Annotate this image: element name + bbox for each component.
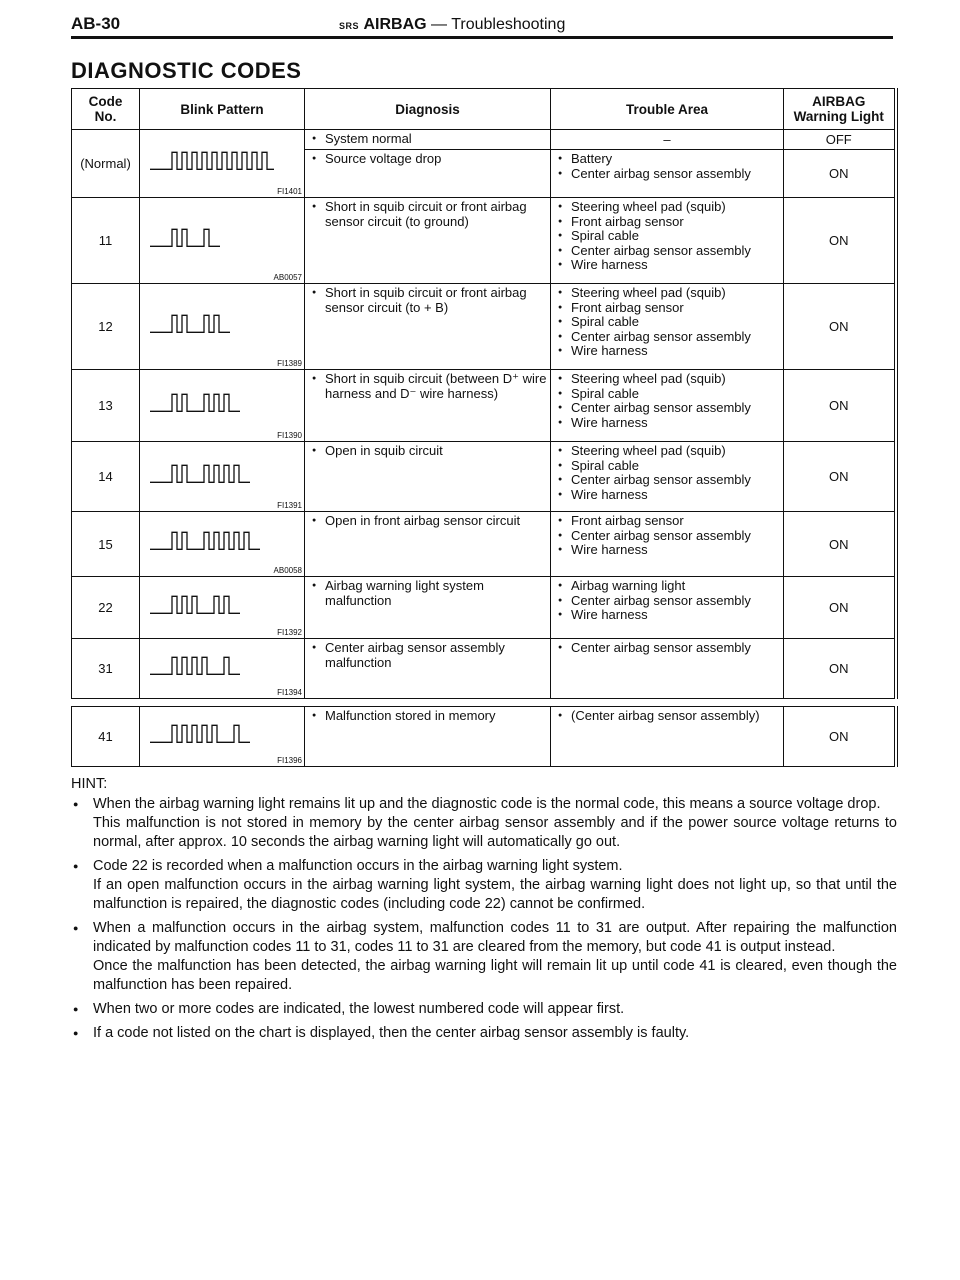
trouble-area-cell — [551, 707, 784, 767]
list-item: ● Airbag warning light — [555, 579, 781, 594]
hint-item — [71, 1000, 897, 1019]
pulse-waveform — [150, 152, 274, 169]
blink-pattern-code — [148, 461, 274, 489]
section-subtitle: — Troubleshooting — [431, 16, 566, 33]
trouble-area-cell — [551, 150, 784, 198]
list-item: ● Center airbag sensor assembly — [555, 330, 781, 345]
blink-pattern-code — [148, 528, 274, 556]
diagnosis-cell — [305, 512, 551, 577]
warning-light-cell: ON — [784, 512, 896, 577]
code-cell: 11 — [72, 198, 140, 284]
diagnosis-cell — [305, 707, 551, 767]
trouble-area-cell — [551, 639, 784, 699]
hint-paragraph: ● Code 22 is recorded when a malfunction occurs in the airbag warning light system. — [93, 858, 623, 874]
hint-paragraph: ● If a code not listed on the chart is displayed, then the center airbag sensor assembly is faulty. — [93, 1025, 690, 1041]
figure-number: AB0058 — [273, 566, 302, 575]
trouble-area-cell — [551, 198, 784, 284]
warning-light-cell: ON — [784, 150, 896, 198]
diagnosis-cell — [305, 639, 551, 699]
figure-number: FI1394 — [277, 688, 302, 697]
warning-light-cell: ON — [784, 198, 896, 284]
code-cell: (Normal) — [72, 130, 140, 198]
hint-paragraph: If an open malfunction occurs in the airbag warning light system, the airbag warning light does not light up, so that until the malfunction is repaired, the diagnostic codes (including code 22) cannot be confirmed. — [93, 877, 897, 912]
table-row — [72, 130, 896, 150]
blink-pattern-cell — [140, 130, 305, 198]
trouble-area-cell — [551, 512, 784, 577]
hint-list — [71, 795, 897, 1043]
blink-pattern-cell — [140, 442, 305, 512]
list-item: ● Short in squib circuit (between D⁺ wire harness and D⁻ wire harness) — [309, 372, 548, 401]
hint-item — [71, 857, 897, 914]
list-item: ● Spiral cable — [555, 229, 781, 244]
figure-number: FI1391 — [277, 501, 302, 510]
warning-light-cell: ON — [784, 639, 896, 699]
hint-item — [71, 919, 897, 995]
hint-paragraph: This malfunction is not stored in memory by the center airbag sensor assembly and if the power source voltage returns to normal, after approx. 10 seconds the airbag warning light will automatically go out. — [93, 815, 897, 850]
running-title — [339, 16, 565, 34]
blink-pattern-cell — [140, 284, 305, 370]
blink-pattern-code — [148, 311, 274, 339]
table-row — [72, 284, 896, 370]
table-row — [72, 198, 896, 284]
list-item: ● Front airbag sensor — [555, 301, 781, 316]
table-header-row — [72, 89, 896, 130]
figure-number: FI1390 — [277, 431, 302, 440]
blink-pattern-cell — [140, 577, 305, 639]
page-header — [71, 10, 893, 39]
table-gap-cell — [72, 699, 896, 707]
list-item: ● Open in squib circuit — [309, 444, 548, 459]
warning-light-cell: ON — [784, 370, 896, 442]
list-item: ● Center airbag sensor assembly — [555, 594, 781, 609]
list-item: ● Short in squib circuit or front airbag sensor circuit (to ground) — [309, 200, 548, 229]
hint-paragraph: ● When a malfunction occurs in the airbag system, malfunction codes 11 to 31 are output. After repairing the malfunction indicated by malfunction codes 11 to 31, codes 11 to 31 are cleared from the memory, but code 41 is output instead. — [93, 920, 897, 955]
table-row — [72, 639, 896, 699]
warning-light-cell: ON — [784, 284, 896, 370]
table-row — [72, 442, 896, 512]
list-item: ● Wire harness — [555, 488, 781, 503]
warning-light-cell: ON — [784, 707, 896, 767]
list-item: ● Center airbag sensor assembly — [555, 473, 781, 488]
pulse-waveform — [150, 465, 250, 482]
list-item: ● Open in front airbag sensor circuit — [309, 514, 548, 529]
trouble-area-cell — [551, 577, 784, 639]
blink-pattern-code — [148, 592, 274, 620]
table-gap — [72, 699, 896, 707]
trouble-area-cell — [551, 130, 784, 150]
list-item: ● Wire harness — [555, 258, 781, 273]
figure-number: FI1389 — [277, 359, 302, 368]
list-item: ● Wire harness — [555, 416, 781, 431]
header-trouble-area: Trouble Area — [551, 89, 784, 130]
pulse-waveform — [150, 394, 240, 411]
diagnosis-cell — [305, 284, 551, 370]
blink-pattern-code — [148, 653, 274, 681]
header-diagnosis: Diagnosis — [305, 89, 551, 130]
code-cell: 15 — [72, 512, 140, 577]
list-item: ● Center airbag sensor assembly — [555, 529, 781, 544]
list-item: ● Airbag warning light system malfunction — [309, 579, 548, 608]
code-cell: 14 — [72, 442, 140, 512]
list-item: ● Short in squib circuit or front airbag sensor circuit (to + B) — [309, 286, 548, 315]
pulse-waveform — [150, 657, 240, 674]
list-item: ● Source voltage drop — [309, 152, 548, 167]
list-item: ● Wire harness — [555, 608, 781, 623]
trouble-area-cell — [551, 284, 784, 370]
list-item: ● Center airbag sensor assembly — [555, 244, 781, 259]
hint-title: HINT: — [71, 776, 108, 792]
pulse-waveform — [150, 596, 240, 613]
header-warning-light: AIRBAG Warning Light — [784, 89, 896, 130]
header-blink-pattern: Blink Pattern — [140, 89, 305, 130]
diagnosis-cell — [305, 370, 551, 442]
hint-section — [71, 775, 897, 1048]
figure-number: FI1396 — [277, 756, 302, 765]
list-item: ● System normal — [309, 132, 548, 147]
warning-light-cell: ON — [784, 577, 896, 639]
diagnosis-cell — [305, 442, 551, 512]
diagnosis-cell — [305, 130, 551, 150]
code-cell: 12 — [72, 284, 140, 370]
diagnosis-cell — [305, 577, 551, 639]
header-code: Code No. — [72, 89, 140, 130]
list-item: ● Steering wheel pad (squib) — [555, 286, 781, 301]
table-row — [72, 370, 896, 442]
section-name: AIRBAG — [363, 16, 427, 33]
list-item: ● Spiral cable — [555, 387, 781, 402]
list-item: ● Battery — [555, 152, 781, 167]
blink-pattern-normal — [148, 148, 274, 176]
list-item: ● Spiral cable — [555, 459, 781, 474]
code-cell: 13 — [72, 370, 140, 442]
code-cell: 41 — [72, 707, 140, 767]
hint-paragraph: ● When the airbag warning light remains lit up and the diagnostic code is the normal code, this means a source voltage drop. — [93, 796, 881, 812]
list-item: ● Wire harness — [555, 344, 781, 359]
document-title: DIAGNOSTIC CODES — [71, 58, 302, 83]
figure-number: FI1392 — [277, 628, 302, 637]
list-item: ● Steering wheel pad (squib) — [555, 444, 781, 459]
list-item: ● Center airbag sensor assembly malfunction — [309, 641, 548, 670]
srs-label: SRS — [339, 21, 360, 31]
diagnosis-cell — [305, 198, 551, 284]
hint-paragraph: ● When two or more codes are indicated, the lowest numbered code will appear first. — [93, 1001, 625, 1017]
code-cell: 31 — [72, 639, 140, 699]
warning-light-cell: ON — [784, 442, 896, 512]
list-item: ● Front airbag sensor — [555, 514, 781, 529]
code-cell: 22 — [72, 577, 140, 639]
hint-item — [71, 1024, 897, 1043]
list-item: ● Front airbag sensor — [555, 215, 781, 230]
list-item: ● Steering wheel pad (squib) — [555, 372, 781, 387]
blink-pattern-cell — [140, 370, 305, 442]
hint-paragraph: Once the malfunction has been detected, the airbag warning light will remain lit up until code 41 is cleared, even though the malfunction has been repaired. — [93, 958, 897, 993]
pulse-waveform — [150, 229, 220, 246]
blink-pattern-cell — [140, 512, 305, 577]
diagnostic-codes-table — [71, 88, 898, 767]
list-item: ● Spiral cable — [555, 315, 781, 330]
blink-pattern-cell — [140, 198, 305, 284]
blink-pattern-cell — [140, 639, 305, 699]
blink-pattern-code — [148, 721, 274, 749]
blink-pattern-cell — [140, 707, 305, 767]
trouble-area-cell — [551, 442, 784, 512]
diagnosis-cell — [305, 150, 551, 198]
blink-pattern-code — [148, 390, 274, 418]
pulse-waveform — [150, 725, 250, 742]
list-item: ● Steering wheel pad (squib) — [555, 200, 781, 215]
trouble-dash: – — [663, 132, 671, 147]
blink-pattern-code — [148, 225, 274, 253]
figure-number: FI1401 — [277, 187, 302, 196]
list-item: ● (Center airbag sensor assembly) — [555, 709, 781, 724]
hint-item — [71, 795, 897, 852]
list-item: ● Wire harness — [555, 543, 781, 558]
list-item: ● Center airbag sensor assembly — [555, 167, 781, 182]
list-item: ● Center airbag sensor assembly — [555, 401, 781, 416]
table-row — [72, 577, 896, 639]
trouble-area-cell — [551, 370, 784, 442]
warning-light-cell: OFF — [784, 130, 896, 150]
pulse-waveform — [150, 315, 230, 332]
page-number: AB-30 — [71, 14, 121, 33]
list-item: ● Malfunction stored in memory — [309, 709, 548, 724]
figure-number: AB0057 — [273, 273, 302, 282]
pulse-waveform — [150, 532, 260, 549]
list-item: ● Center airbag sensor assembly — [555, 641, 781, 656]
table-row — [72, 512, 896, 577]
table-row — [72, 707, 896, 767]
